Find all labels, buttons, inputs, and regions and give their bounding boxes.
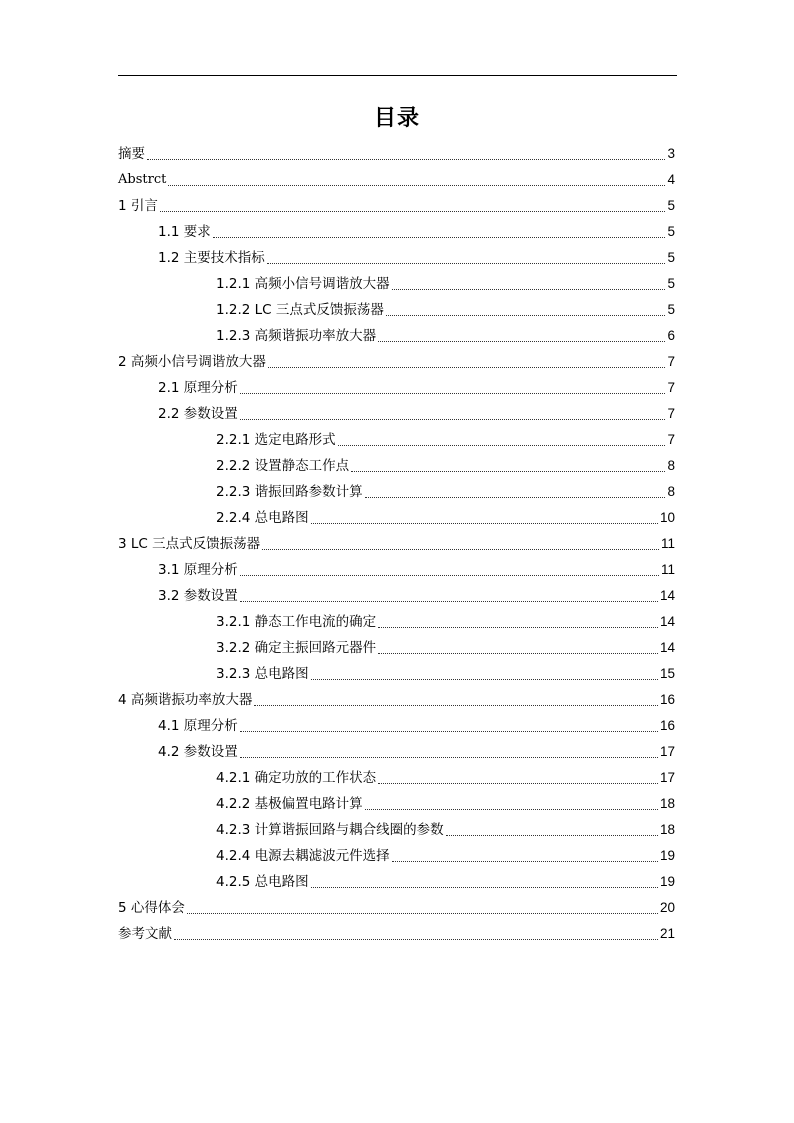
toc-entry-title: 2 高频小信号调谐放大器 <box>118 354 266 370</box>
toc-entry[interactable] <box>118 269 675 295</box>
toc-entry-title: 1.2.1 高频小信号调谐放大器 <box>216 276 390 292</box>
toc-entry-page-number: 6 <box>667 328 675 343</box>
toc-entry-page-number: 18 <box>659 822 675 837</box>
toc-entry[interactable] <box>118 893 675 919</box>
dot-leader <box>311 679 658 680</box>
toc-entry-page-number: 8 <box>667 458 675 473</box>
toc-entry-page-number: 5 <box>667 224 675 239</box>
dot-leader <box>147 159 665 160</box>
toc-entry-page-number: 15 <box>659 666 675 681</box>
dot-leader <box>240 575 659 576</box>
toc-entry-title: 5 心得体会 <box>118 900 185 916</box>
toc-entry-title: 3.1 原理分析 <box>158 562 238 578</box>
table-of-contents <box>118 139 675 945</box>
toc-entry-title: Abstrct <box>118 172 167 187</box>
toc-entry-page-number: 8 <box>667 484 675 499</box>
toc-entry-page-number: 14 <box>659 588 675 603</box>
toc-entry[interactable] <box>118 217 675 243</box>
dot-leader <box>338 445 666 446</box>
toc-entry-title: 2.2.2 设置静态工作点 <box>216 458 350 474</box>
dot-leader <box>351 471 665 472</box>
dot-leader <box>267 263 666 264</box>
toc-entry[interactable] <box>118 789 675 815</box>
toc-entry-page-number: 11 <box>660 536 675 551</box>
toc-entry-title: 参考文献 <box>118 926 172 942</box>
toc-entry[interactable] <box>118 555 675 581</box>
toc-entry-page-number: 7 <box>667 432 675 447</box>
dot-leader <box>254 705 658 706</box>
header-rule <box>118 75 677 76</box>
toc-entry-title: 2.2.1 选定电路形式 <box>216 432 336 448</box>
toc-entry-title: 2.2.3 谐振回路参数计算 <box>216 484 363 500</box>
toc-entry[interactable] <box>118 425 675 451</box>
dot-leader <box>213 237 666 238</box>
dot-leader <box>392 861 658 862</box>
toc-entry-page-number: 4 <box>667 172 675 187</box>
toc-entry-page-number: 17 <box>659 744 675 759</box>
toc-entry-title: 4.2 参数设置 <box>158 744 238 760</box>
dot-leader <box>187 913 658 914</box>
toc-entry-page-number: 7 <box>667 354 675 369</box>
toc-entry-title: 4.2.4 电源去耦滤波元件选择 <box>216 848 390 864</box>
dot-leader <box>365 809 658 810</box>
toc-entry[interactable] <box>118 529 675 555</box>
toc-entry-page-number: 7 <box>667 380 675 395</box>
toc-entry-title: 4 高频谐振功率放大器 <box>118 692 253 708</box>
dot-leader <box>365 497 666 498</box>
toc-entry[interactable] <box>118 191 675 217</box>
dot-leader <box>386 315 666 316</box>
toc-entry[interactable] <box>118 451 675 477</box>
toc-entry-title: 4.1 原理分析 <box>158 718 238 734</box>
toc-entry[interactable] <box>118 347 675 373</box>
toc-entry-title: 4.2.3 计算谐振回路与耦合线圈的参数 <box>216 822 444 838</box>
toc-entry-page-number: 19 <box>659 874 675 889</box>
toc-entry-page-number: 11 <box>660 562 675 577</box>
toc-entry-title: 3 LC 三点式反馈振荡器 <box>118 536 261 552</box>
toc-entry-page-number: 10 <box>659 510 675 525</box>
toc-entry-title: 1.2.2 LC 三点式反馈振荡器 <box>216 302 384 318</box>
toc-entry[interactable] <box>118 321 675 347</box>
toc-entry-title: 4.2.5 总电路图 <box>216 874 309 890</box>
toc-entry-title: 1.1 要求 <box>158 224 211 240</box>
toc-entry-page-number: 7 <box>667 406 675 421</box>
toc-entry-title: 3.2.3 总电路图 <box>216 666 309 682</box>
dot-leader <box>240 419 666 420</box>
toc-entry-title: 1.2.3 高频谐振功率放大器 <box>216 328 377 344</box>
toc-entry[interactable] <box>118 841 675 867</box>
toc-entry-page-number: 17 <box>659 770 675 785</box>
toc-entry[interactable] <box>118 581 675 607</box>
toc-entry[interactable] <box>118 711 675 737</box>
dot-leader <box>240 731 658 732</box>
toc-entry-title: 4.2.2 基极偏置电路计算 <box>216 796 363 812</box>
dot-leader <box>160 211 666 212</box>
dot-leader <box>268 367 666 368</box>
toc-entry-title: 3.2 参数设置 <box>158 588 238 604</box>
toc-entry-page-number: 5 <box>667 302 675 317</box>
toc-entry[interactable] <box>118 139 675 165</box>
toc-entry-title: 2.1 原理分析 <box>158 380 238 396</box>
toc-entry[interactable] <box>118 373 675 399</box>
toc-entry[interactable] <box>118 295 675 321</box>
toc-entry[interactable] <box>118 815 675 841</box>
toc-entry-title: 4.2.1 确定功放的工作状态 <box>216 770 377 786</box>
dot-leader <box>240 393 666 394</box>
toc-entry[interactable] <box>118 243 675 269</box>
toc-entry-title: 摘要 <box>118 146 145 162</box>
toc-entry-title: 3.2.1 静态工作电流的确定 <box>216 614 377 630</box>
dot-leader <box>311 887 658 888</box>
dot-leader <box>262 549 659 550</box>
dot-leader <box>240 601 658 602</box>
toc-entry[interactable] <box>118 633 675 659</box>
toc-entry[interactable] <box>118 685 675 711</box>
toc-entry-title: 2.2 参数设置 <box>158 406 238 422</box>
toc-entry[interactable] <box>118 607 675 633</box>
toc-entry-page-number: 5 <box>667 276 675 291</box>
toc-entry-page-number: 21 <box>659 926 675 941</box>
toc-entry[interactable] <box>118 867 675 893</box>
toc-entry[interactable] <box>118 737 675 763</box>
toc-entry-page-number: 19 <box>659 848 675 863</box>
toc-entry-page-number: 16 <box>659 692 675 707</box>
dot-leader <box>378 653 658 654</box>
dot-leader <box>378 783 658 784</box>
toc-entry[interactable] <box>118 399 675 425</box>
toc-entry-title: 1 引言 <box>118 198 158 214</box>
dot-leader <box>311 523 658 524</box>
dot-leader <box>392 289 666 290</box>
dot-leader <box>378 341 665 342</box>
dot-leader <box>174 939 658 940</box>
toc-entry-page-number: 14 <box>659 640 675 655</box>
toc-entry-page-number: 5 <box>667 198 675 213</box>
toc-entry-page-number: 3 <box>667 146 675 161</box>
toc-entry-page-number: 18 <box>659 796 675 811</box>
toc-entry-title: 1.2 主要技术指标 <box>158 250 265 266</box>
toc-title: 目录 <box>373 106 420 131</box>
toc-entry[interactable] <box>118 503 675 529</box>
toc-entry[interactable] <box>118 477 675 503</box>
dot-leader <box>168 185 665 186</box>
dot-leader <box>446 835 658 836</box>
toc-entry-title: 2.2.4 总电路图 <box>216 510 309 526</box>
dot-leader <box>240 757 658 758</box>
toc-entry[interactable] <box>118 165 675 191</box>
toc-entry-title: 3.2.2 确定主振回路元器件 <box>216 640 377 656</box>
toc-entry-page-number: 16 <box>659 718 675 733</box>
toc-entry-page-number: 20 <box>659 900 675 915</box>
dot-leader <box>378 627 658 628</box>
toc-entry[interactable] <box>118 659 675 685</box>
toc-entry[interactable] <box>118 763 675 789</box>
toc-entry[interactable] <box>118 919 675 945</box>
toc-entry-page-number: 14 <box>659 614 675 629</box>
toc-entry-page-number: 5 <box>667 250 675 265</box>
